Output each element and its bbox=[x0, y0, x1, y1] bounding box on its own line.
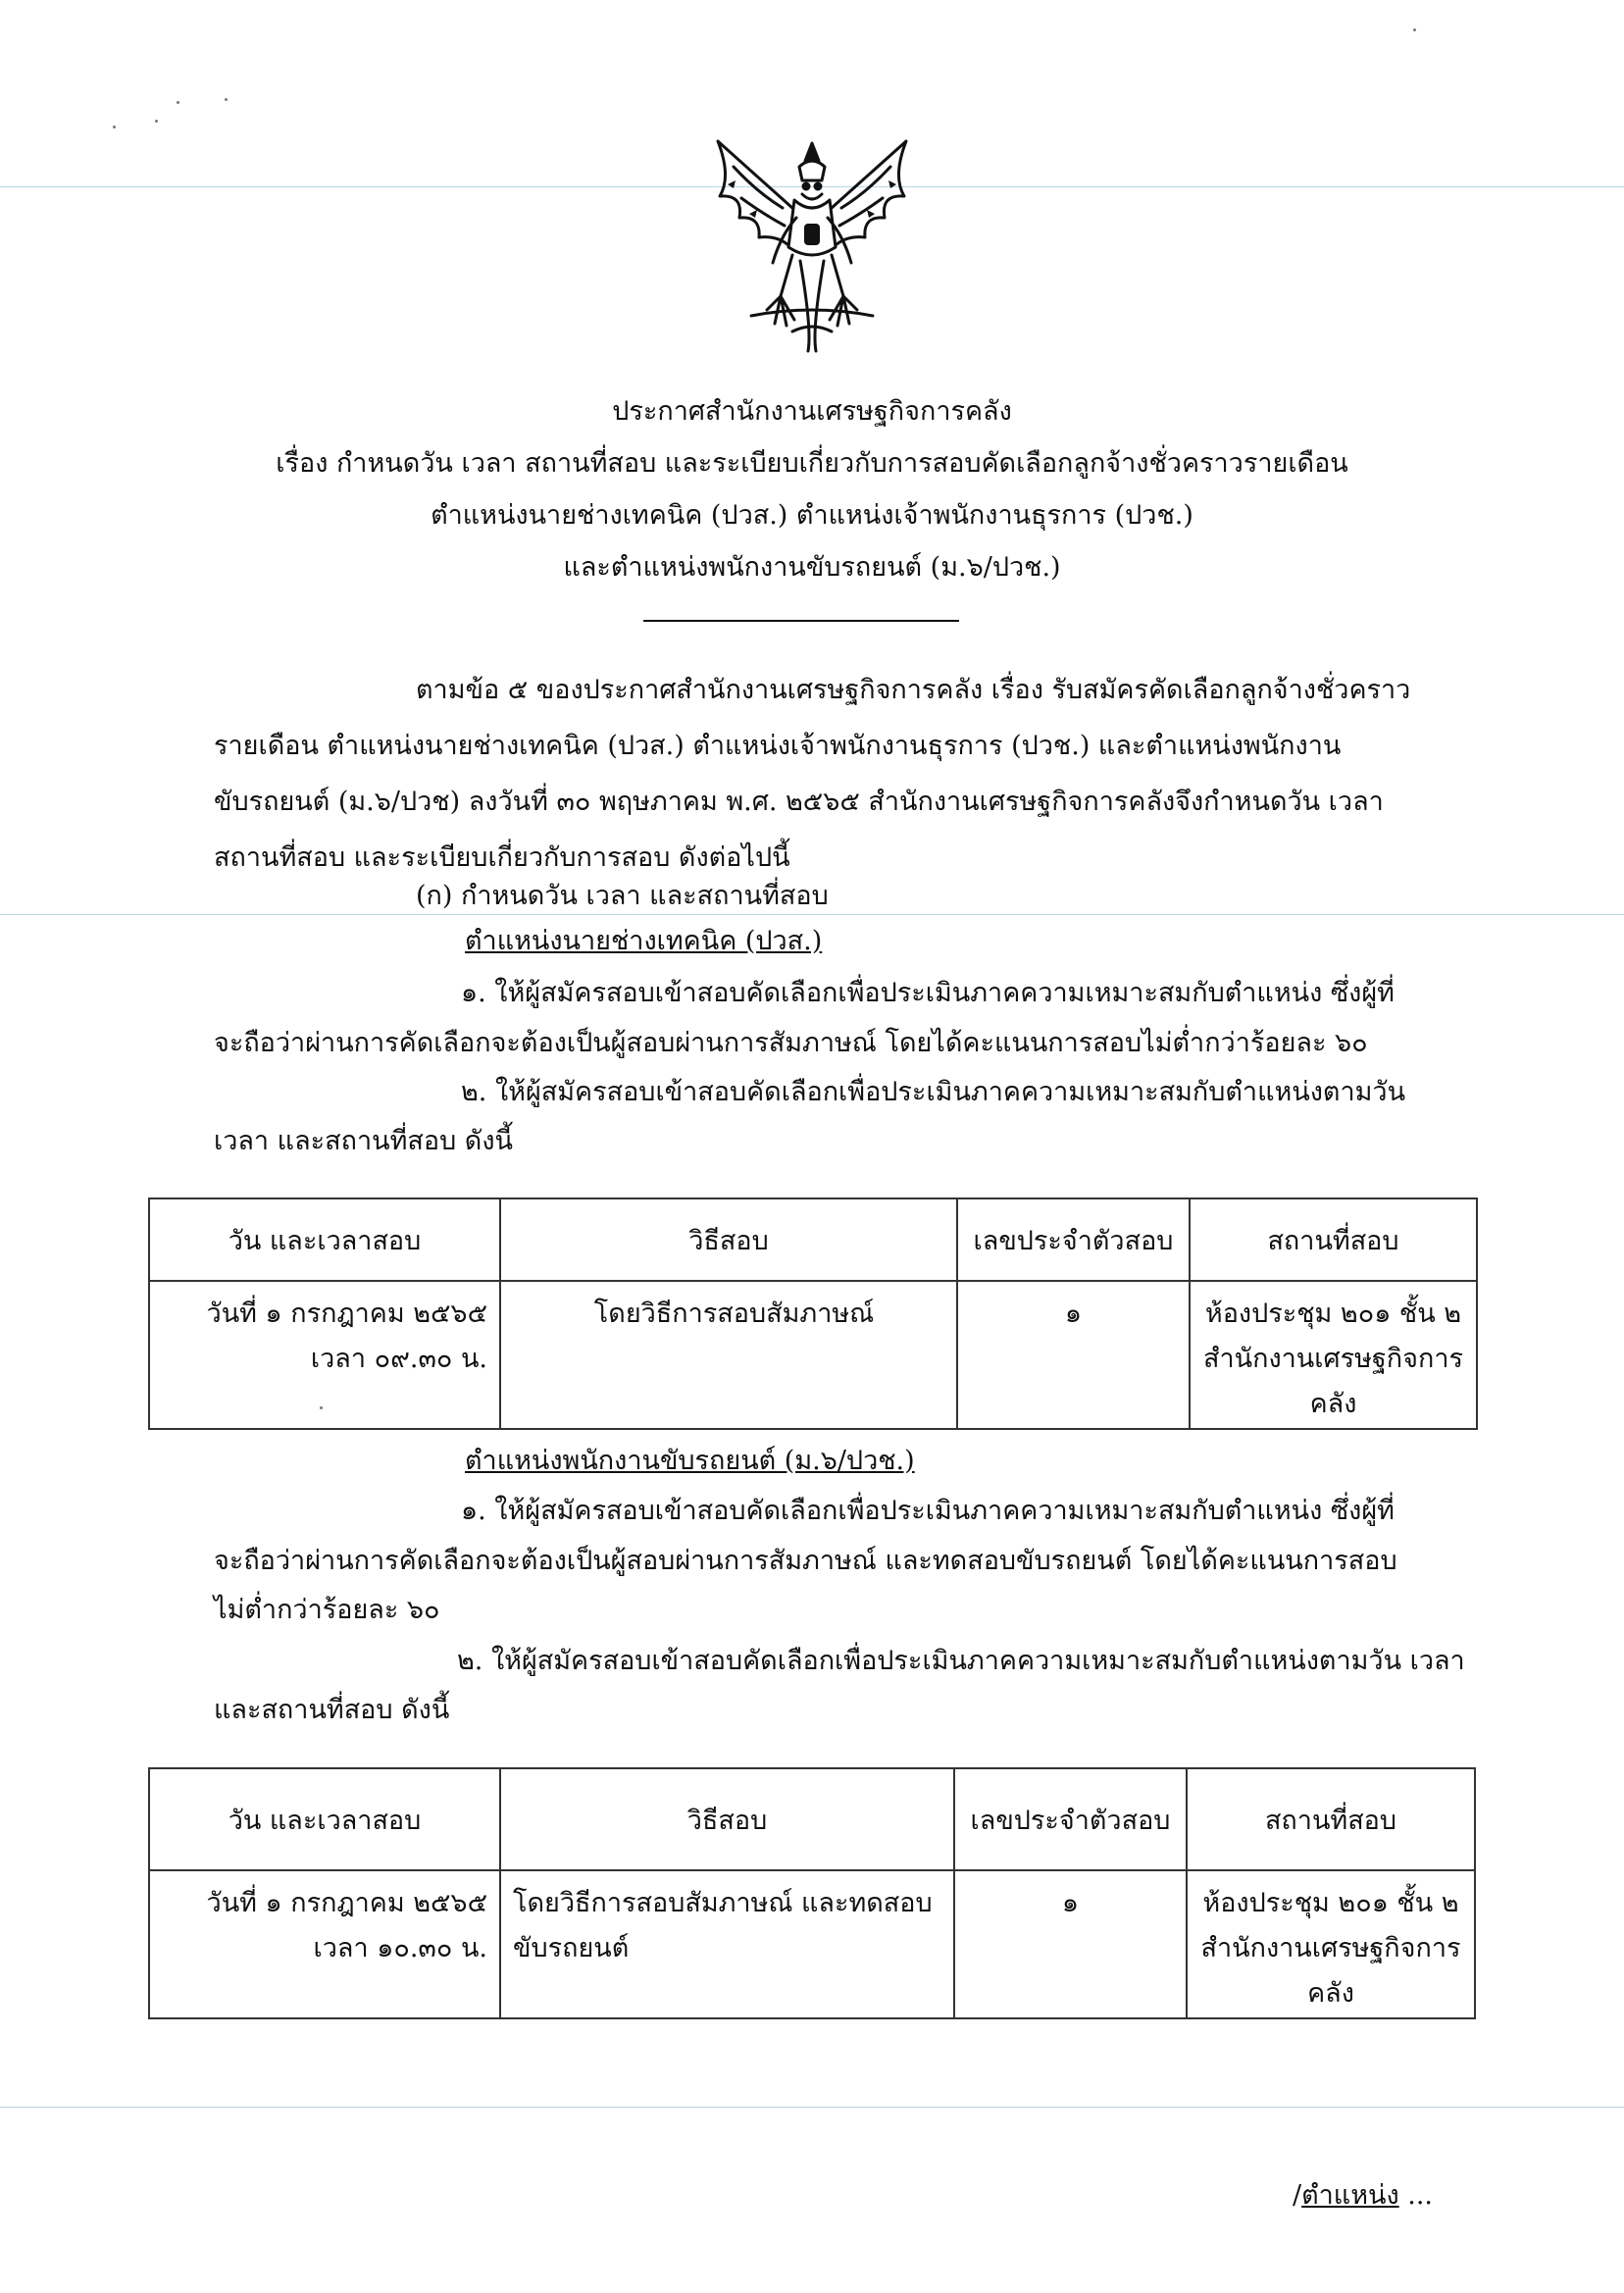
item-line: จะถือว่าผ่านการคัดเลือกจะต้องเป็นผู้สอบผ่านการสัมภาษณ์ และทดสอบขับรถยนต์ โดยได้คะแนนการสอบ bbox=[214, 1546, 1397, 1576]
announcement-title bbox=[147, 385, 1477, 593]
title-line: ประกาศสำนักงานเศรษฐกิจการคลัง bbox=[612, 396, 1012, 427]
title-separator bbox=[643, 620, 959, 622]
intro-line: สถานที่สอบ และระเบียบเกี่ยวกับการสอบ ดังต่อไปนี้ bbox=[214, 842, 790, 873]
header-date-time: วัน และเวลาสอบ bbox=[149, 1198, 500, 1281]
section-heading-technician: ตำแหน่งนายช่างเทคนิค (ปวส.) bbox=[465, 926, 823, 956]
scan-speck bbox=[155, 120, 158, 123]
exam-room: ห้องประชุม ๒๐๑ ชั้น ๒ bbox=[1202, 1888, 1459, 1918]
exam-date: วันที่ ๑ กรกฎาคม ๒๕๖๕ bbox=[206, 1888, 487, 1918]
header-exam-id: เลขประจำตัวสอบ bbox=[954, 1768, 1187, 1870]
table-row bbox=[149, 1281, 1477, 1429]
scan-speck bbox=[1413, 28, 1416, 31]
item-line: ๑. ให้ผู้สมัครสอบเข้าสอบคัดเลือกเพื่อประเมินภาคความเหมาะสมกับตำแหน่ง ซึ่งผู้ที่ bbox=[461, 978, 1395, 1008]
exam-method: โดยวิธีการสอบสัมภาษณ์ bbox=[593, 1299, 875, 1329]
header-location: สถานที่สอบ bbox=[1190, 1198, 1477, 1281]
intro-line: ขับรถยนต์ (ม.๖/ปวช) ลงวันที่ ๓๐ พฤษภาคม พ.ศ. ๒๕๖๕ สำนักงานเศรษฐกิจการคลังจึงกำหนดวัน เวลา bbox=[214, 787, 1384, 817]
intro-line: รายเดือน ตำแหน่งนายช่างเทคนิค (ปวส.) ตำแหน่งเจ้าพนักงานธุรการ (ปวช.) และตำแหน่งพนักงาน bbox=[214, 731, 1342, 761]
item-line: จะถือว่าผ่านการคัดเลือกจะต้องเป็นผู้สอบผ่านการสัมภาษณ์ โดยได้คะแนนการสอบไม่ต่ำกว่าร้อยละ ๖๐ bbox=[214, 1028, 1368, 1058]
header-date-time: วัน และเวลาสอบ bbox=[149, 1768, 500, 1870]
exam-schedule-table bbox=[148, 1767, 1476, 2019]
scan-line bbox=[0, 914, 1624, 915]
exam-method: โดยวิธีการสอบสัมภาษณ์ และทดสอบ bbox=[513, 1888, 933, 1918]
exam-time: เวลา ๑๐.๓๐ น. bbox=[313, 1933, 487, 1963]
table-header-row bbox=[149, 1768, 1475, 1870]
title-line: ตำแหน่งนายช่างเทคนิค (ปวส.) ตำแหน่งเจ้าพนักงานธุรการ (ปวช.) bbox=[431, 500, 1193, 531]
exam-time: เวลา ๐๙.๓๐ น. bbox=[310, 1344, 487, 1374]
table-header-row bbox=[149, 1198, 1477, 1281]
exam-date: วันที่ ๑ กรกฎาคม ๒๕๖๕ bbox=[206, 1299, 487, 1329]
header-method: วิธีสอบ bbox=[500, 1768, 954, 1870]
cell-method bbox=[500, 1870, 954, 2018]
item-line: ๑. ให้ผู้สมัครสอบเข้าสอบคัดเลือกเพื่อประเมินภาคความเหมาะสมกับตำแหน่ง ซึ่งผู้ที่ bbox=[461, 1496, 1395, 1526]
exam-method-cont: ขับรถยนต์ bbox=[513, 1933, 630, 1963]
item-line: และสถานที่สอบ ดังนี้ bbox=[214, 1695, 450, 1725]
cell-date-time bbox=[149, 1281, 500, 1429]
continuation-ellipsis: ... bbox=[1398, 2180, 1433, 2211]
cell-location bbox=[1190, 1281, 1477, 1429]
item-line: ไม่ต่ำกว่าร้อยละ ๖๐ bbox=[214, 1595, 440, 1625]
scan-line bbox=[0, 2107, 1624, 2108]
item-line: ๒. ให้ผู้สมัครสอบเข้าสอบคัดเลือกเพื่อประเมินภาคความเหมาะสมกับตำแหน่งตามวัน bbox=[461, 1077, 1406, 1107]
exam-room: ห้องประชุม ๒๐๑ ชั้น ๒ bbox=[1204, 1299, 1462, 1329]
section-a-label: (ก) กำหนดวัน เวลา และสถานที่สอบ bbox=[416, 881, 829, 911]
cell-exam-id: ๑ bbox=[954, 1870, 1187, 2018]
exam-schedule-table bbox=[148, 1197, 1478, 1430]
header-location: สถานที่สอบ bbox=[1187, 1768, 1475, 1870]
cell-location bbox=[1187, 1870, 1475, 2018]
exam-office: สำนักงานเศรษฐกิจการคลัง bbox=[1203, 1344, 1463, 1419]
page-continuation bbox=[1293, 2173, 1433, 2216]
continuation-slash: / bbox=[1293, 2180, 1302, 2211]
continuation-next-label: ตำแหน่ง bbox=[1301, 2180, 1399, 2211]
scan-speck bbox=[225, 98, 228, 101]
intro-line: ตามข้อ ๕ ของประกาศสำนักงานเศรษฐกิจการคลัง เรื่อง รับสมัครคัดเลือกลูกจ้างชั่วคราว bbox=[416, 675, 1411, 705]
section-heading-driver: ตำแหน่งพนักงานขับรถยนต์ (ม.๖/ปวช.) bbox=[465, 1446, 915, 1476]
header-method: วิธีสอบ bbox=[500, 1198, 957, 1281]
item-line: ๒. ให้ผู้สมัครสอบเข้าสอบคัดเลือกเพื่อประเมินภาคความเหมาะสมกับตำแหน่งตามวัน เวลา bbox=[457, 1646, 1465, 1676]
garuda-emblem bbox=[698, 137, 926, 355]
table-row bbox=[149, 1870, 1475, 2018]
cell-exam-id: ๑ bbox=[957, 1281, 1190, 1429]
header-exam-id: เลขประจำตัวสอบ bbox=[957, 1198, 1190, 1281]
scan-speck bbox=[177, 101, 179, 104]
title-line: และตำแหน่งพนักงานขับรถยนต์ (ม.๖/ปวช.) bbox=[563, 552, 1061, 583]
scan-speck bbox=[113, 126, 116, 128]
exam-office: สำนักงานเศรษฐกิจการคลัง bbox=[1200, 1933, 1461, 2009]
item-line: เวลา และสถานที่สอบ ดังนี้ bbox=[214, 1126, 513, 1156]
cell-date-time bbox=[149, 1870, 500, 2018]
title-subject-line: เรื่อง กำหนดวัน เวลา สถานที่สอบ และระเบียบเกี่ยวกับการสอบคัดเลือกลูกจ้างชั่วคราวรายเดือน bbox=[276, 448, 1348, 479]
cell-method bbox=[500, 1281, 957, 1429]
